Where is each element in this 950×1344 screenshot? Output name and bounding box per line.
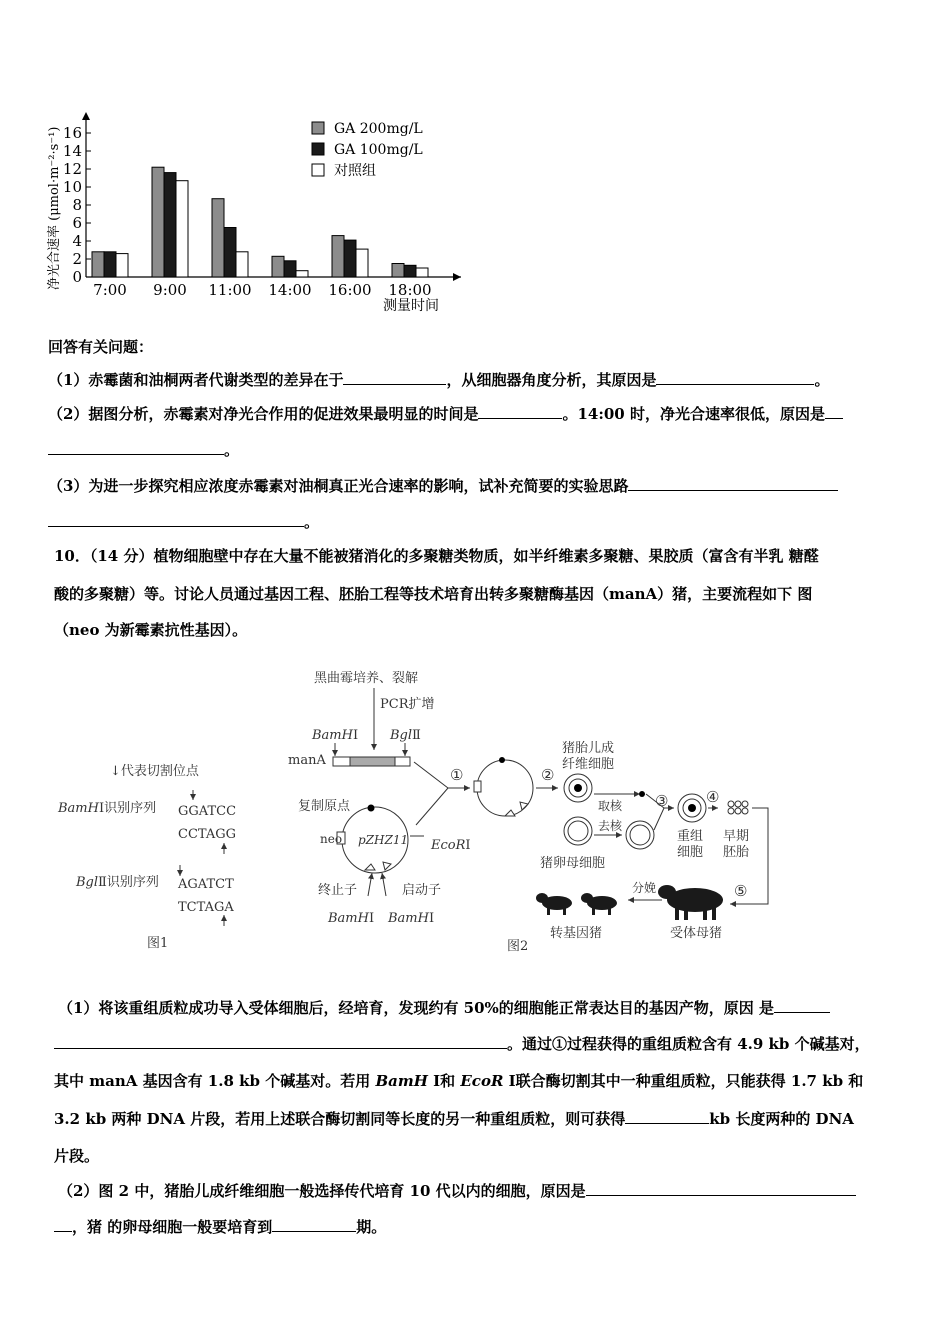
y-tick-label: 8 [72, 196, 82, 214]
q10-p1-text-a: （1）将该重组质粒成功导入受体细胞后，经培育，发现约有 50%的细胞能正常表达目的基因产物，原因 是 [58, 999, 775, 1017]
step-1: ① [450, 766, 464, 784]
figure-1-2 [50, 660, 780, 960]
fibroblast-label-1: 猪胎儿成 [562, 741, 615, 756]
bamh-bottom-2: BamHⅠ [388, 911, 435, 926]
promoter-label: 启动子 [402, 883, 442, 898]
embryo-label-1: 早期 [723, 829, 750, 844]
figure1 [57, 763, 236, 951]
y-tick-label: 10 [62, 178, 82, 196]
bar [176, 181, 188, 277]
q10-p1-line4 [54, 1109, 914, 1129]
q9-s1-text-c: 。 [814, 371, 830, 389]
q9-sub1 [48, 370, 908, 390]
q9-s2-text-c: 。 [224, 441, 240, 459]
q10-line1: 10．（14 分）植物细胞壁中存在大量不能被猪消化的多聚糖类物质，如半纤维素多聚糖、果胶质（富含有半乳 糖醛 [54, 547, 819, 565]
legend-label: 对照组 [334, 163, 376, 179]
x-tick-label: 14:00 [268, 281, 312, 299]
answer-blank[interactable] [54, 1217, 72, 1232]
bar [332, 236, 344, 277]
q10-p2-text-a: （2）图 2 中，猪胎儿成纤维细胞一般选择传代培育 10 代以内的细胞，原因是 [58, 1182, 586, 1200]
q10-p1-text-c5: Ⅰ联合酶切割其中一种重组质粒，只能获得 1.7 kb 和 [503, 1072, 864, 1090]
bar [296, 271, 308, 277]
answer-blank[interactable] [478, 404, 562, 419]
bar [404, 265, 416, 277]
step-4: ④ [706, 788, 720, 806]
chart-xlabel: 测量时间 [383, 298, 439, 314]
q10-bamh-italic: BamH [375, 1072, 428, 1090]
take-nucleus-label: 取核 [598, 799, 623, 813]
ori-label: 复制原点 [298, 799, 351, 814]
answer-blank[interactable] [656, 370, 814, 385]
q10-p1-line2 [54, 1034, 914, 1054]
bgl-site-label: BglⅡ [390, 728, 421, 743]
plasmid-label: pZHZ11 [358, 833, 409, 847]
q10-p1-text-b: 。通过①过程获得的重组质粒含有 4.9 kb 个碱基对， [507, 1035, 870, 1053]
birth-label: 分娩 [632, 881, 657, 895]
y-tick-label: 6 [72, 214, 82, 232]
q10-p1-line5: 片段。 [54, 1147, 100, 1165]
q9-sub3 [48, 476, 908, 496]
bar [392, 264, 404, 278]
pcr-label: PCR扩增 [380, 697, 435, 712]
q9-s1-text-b: ，从细胞器角度分析，其原因是 [446, 371, 657, 389]
q9-sub3-cont [48, 512, 908, 532]
q10-p1-text-c1: 其中 manA 基因含有 1.8 kb 个碱基对。若用 [54, 1072, 376, 1090]
x-tick-label: 9:00 [153, 281, 187, 299]
q10-line2: 酸的多聚糖）等。讨论人员通过基因工程、胚胎工程等技术培育出转多聚糖酶基因（manA）猪，主要流程如下 图 [54, 585, 813, 603]
y-tick-label: 0 [72, 268, 82, 286]
mana-label: manA [288, 753, 326, 768]
x-tick-label: 16:00 [328, 281, 372, 299]
q9-sub2-cont [48, 440, 908, 460]
q10-p1-text-d2: kb 长度两种的 DNA [709, 1110, 854, 1128]
transgenic-label: 转基因猪 [550, 926, 603, 941]
bar-chart [40, 90, 470, 320]
f1-bamh-top: GGATCC [178, 804, 237, 819]
recipient-label: 受体母猪 [670, 926, 723, 941]
answer-blank[interactable] [774, 998, 830, 1013]
bar [152, 167, 164, 277]
legend-label: GA 200mg/L [334, 121, 423, 137]
q9-s3-text-b: 。 [304, 513, 320, 531]
y-tick-label: 4 [72, 232, 82, 250]
f1-bamh-bottom: CCTAGG [178, 827, 237, 842]
bar [284, 261, 296, 277]
bar [212, 199, 224, 277]
f1-bgl-top: AGATCT [178, 877, 234, 892]
q9-s3-text-a: （3）为进一步探究相应浓度赤霉素对油桐真正光合速率的影响，试补充简要的实验思路 [48, 477, 629, 495]
q9-sub2 [48, 404, 908, 424]
legend-label: GA 100mg/L [334, 142, 423, 158]
answer-blank[interactable] [586, 1181, 856, 1196]
y-axis-arrow [82, 112, 90, 120]
f1-caption: 图1 [147, 936, 169, 951]
neo-label: neo [320, 832, 343, 846]
bar [104, 252, 116, 277]
bar [236, 252, 248, 277]
aspergillus-label: 黑曲霉培养、裂解 [314, 671, 419, 686]
q10-p2-text-b: ，猪 的卵母细胞一般要培育到 [72, 1218, 273, 1236]
ecor-label: EcoRⅠ [431, 838, 471, 853]
bar [356, 249, 368, 277]
q10-p1-line1 [58, 998, 918, 1018]
f2-caption: 图2 [507, 939, 529, 954]
oocyte-label: 猪卵母细胞 [540, 856, 606, 871]
terminator-label: 终止子 [318, 883, 358, 898]
q9-s1-text-a: （1）赤霉菌和油桐两者代谢类型的差异在于 [48, 371, 344, 389]
y-tick-label: 16 [62, 124, 82, 142]
y-tick-label: 14 [62, 142, 82, 160]
q10-p2-text-c: 期。 [356, 1218, 387, 1236]
f1-bamh-label: BamHⅠ识别序列 [58, 801, 157, 816]
f1-bgl-label: BglⅡ识别序列 [76, 875, 159, 890]
x-tick-label: 11:00 [208, 281, 252, 299]
legend-swatch [312, 122, 324, 134]
x-axis-arrow [453, 273, 461, 281]
transgenic-pig-icon [536, 893, 617, 915]
step-3: ③ [655, 792, 669, 810]
answer-blank[interactable] [48, 440, 224, 455]
q10-p2-line2 [54, 1217, 914, 1237]
answer-blank[interactable] [48, 512, 304, 527]
q10-p1-text-c3: Ⅰ和 [427, 1072, 461, 1090]
answer-blank[interactable] [54, 1034, 507, 1049]
recombinant-label-1: 重组 [677, 829, 704, 844]
answer-blank[interactable] [343, 370, 446, 385]
legend-swatch [312, 143, 324, 155]
recipient-sow-icon [658, 885, 723, 920]
answer-blank[interactable] [272, 1217, 356, 1232]
fibroblast-label-2: 纤维细胞 [562, 757, 615, 772]
y-tick-label: 12 [62, 160, 82, 178]
bar [92, 252, 104, 277]
recombinant-label-2: 细胞 [677, 845, 704, 860]
f1-legend: ↓代表切割位点 [110, 764, 199, 779]
q10-p2-line1 [58, 1181, 918, 1201]
figure2 [288, 671, 768, 954]
step-2: ② [541, 766, 555, 784]
y-tick-label: 2 [72, 250, 82, 268]
bar [116, 254, 128, 277]
legend-swatch [312, 164, 324, 176]
bar [224, 228, 236, 278]
embryo-label-2: 胚胎 [723, 845, 750, 860]
q9-s2-text-a: （2）据图分析，赤霉素对净光合作用的促进效果最明显的时间是 [48, 405, 479, 423]
q9-intro: 回答有关问题： [48, 338, 154, 356]
x-tick-label: 18:00 [388, 281, 432, 299]
q10-p1-text-d1: 3.2 kb 两种 DNA 片段，若用上述联合酶切割同等长度的另一种重组质粒，则可获得 [54, 1110, 626, 1128]
q10-p1-line3 [54, 1071, 914, 1091]
bar [272, 256, 284, 277]
f1-bgl-bottom: TCTAGA [178, 900, 234, 915]
bamh-bottom-1: BamHⅠ [328, 911, 375, 926]
answer-blank[interactable] [825, 404, 843, 419]
q9-s2-text-b: 。14:00 时，净光合速率很低，原因是 [562, 405, 825, 423]
q10-line3: （neo 为新霉素抗性基因）。 [54, 621, 248, 639]
bar [344, 240, 356, 277]
answer-blank[interactable] [625, 1109, 709, 1124]
answer-blank[interactable] [628, 476, 838, 491]
denucleate-label: 去核 [598, 819, 623, 833]
step-5: ⑤ [734, 882, 748, 900]
q10-ecor-italic: EcoR [460, 1072, 504, 1090]
chart-ylabel: 净光合速率 (μmol·m⁻²·s⁻¹) [47, 126, 62, 290]
early-embryo [728, 801, 748, 814]
bar [164, 173, 176, 277]
bar [416, 268, 428, 277]
x-tick-label: 7:00 [93, 281, 127, 299]
bamh-site-label: BamHⅠ [312, 728, 359, 743]
